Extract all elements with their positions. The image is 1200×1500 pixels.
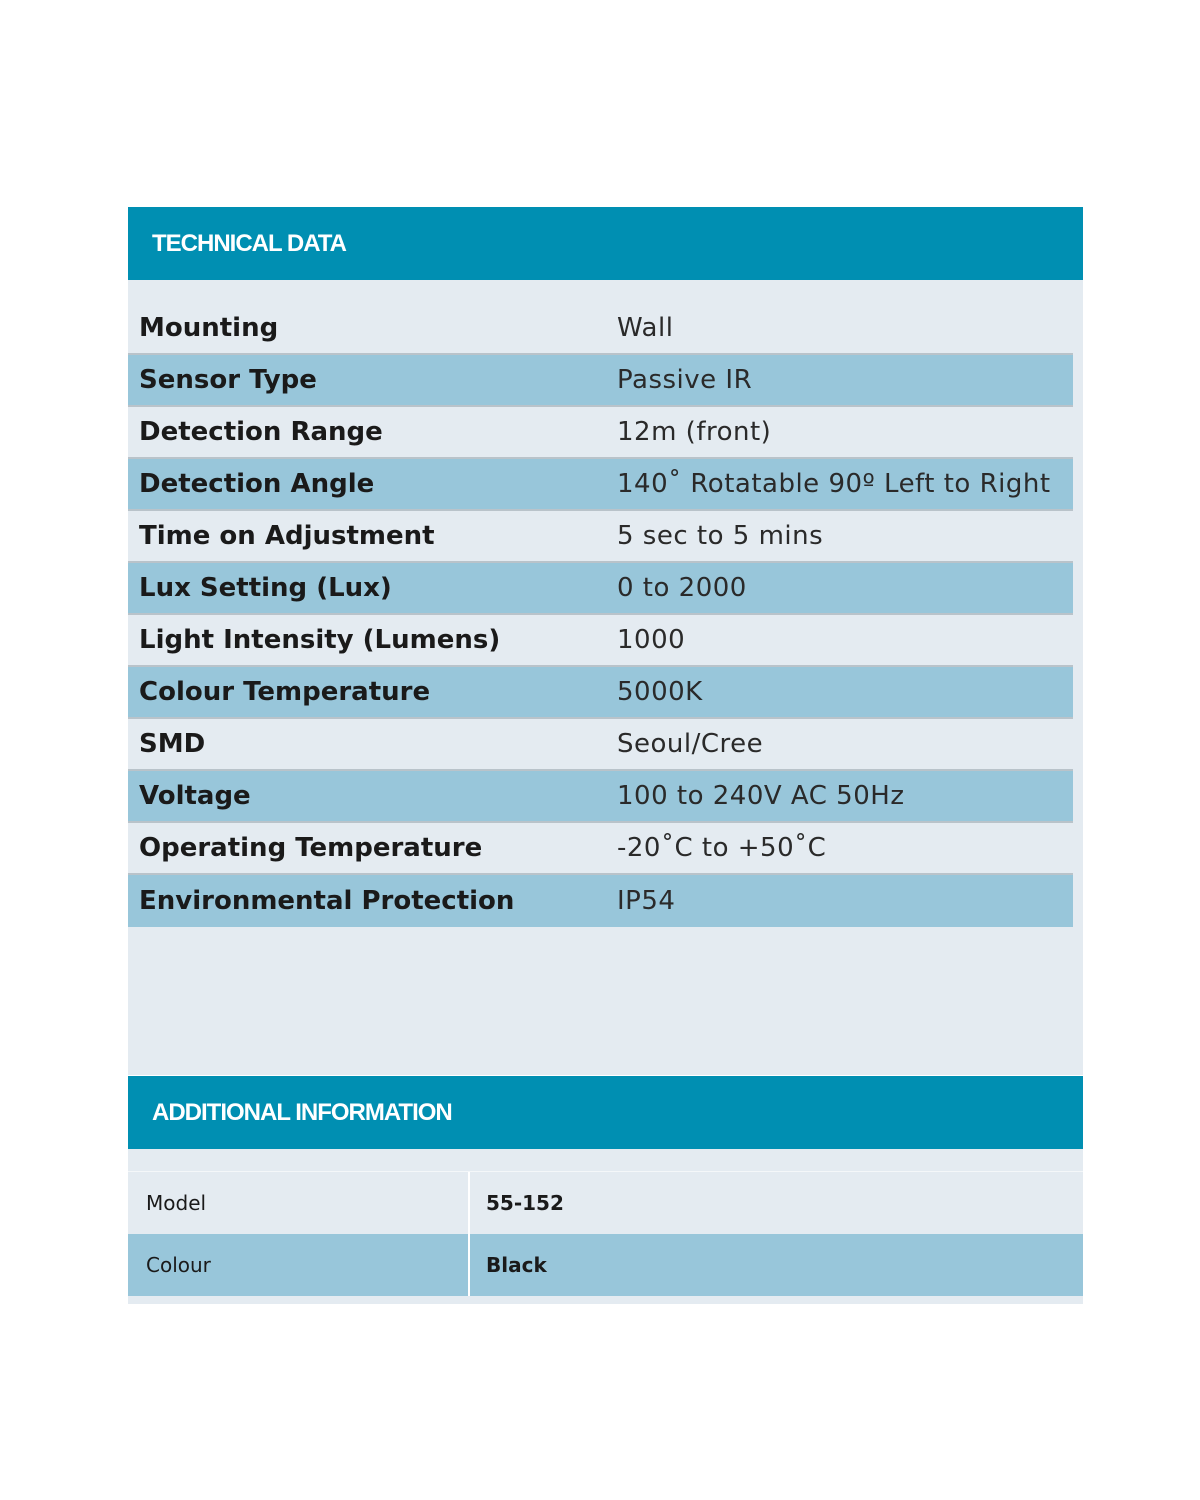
row-value: 55-152 bbox=[486, 1191, 564, 1215]
row-label: Environmental Protection bbox=[139, 886, 515, 916]
row-label: Light Intensity (Lumens) bbox=[139, 625, 501, 655]
table-row bbox=[128, 355, 1073, 407]
row-value: IP54 bbox=[617, 886, 676, 916]
row-value: Seoul/Cree bbox=[617, 729, 764, 759]
row-value: Wall bbox=[617, 312, 674, 343]
row-label: Detection Range bbox=[139, 417, 383, 447]
table-row bbox=[128, 563, 1073, 615]
table-row bbox=[128, 875, 1073, 927]
additional-information-header: ADDITIONAL INFORMATION bbox=[128, 1076, 1083, 1149]
row-value: Passive IR bbox=[617, 365, 753, 395]
table-row bbox=[128, 459, 1073, 511]
row-value: 5 sec to 5 mins bbox=[617, 521, 824, 551]
row-value: Black bbox=[486, 1253, 547, 1277]
table-row bbox=[128, 302, 1073, 355]
row-value: 1000 bbox=[617, 625, 686, 655]
additional-information-panel bbox=[128, 1076, 1083, 1304]
row-label: Colour bbox=[128, 1234, 470, 1296]
table-row bbox=[128, 615, 1073, 667]
row-label: Operating Temperature bbox=[139, 833, 483, 863]
row-label: Time on Adjustment bbox=[139, 521, 435, 551]
table-row bbox=[128, 407, 1073, 459]
row-value: 100 to 240V AC 50Hz bbox=[617, 781, 905, 811]
technical-data-panel bbox=[128, 207, 1083, 1075]
row-value: 5000K bbox=[617, 677, 703, 707]
row-label: Model bbox=[128, 1172, 470, 1234]
technical-data-table bbox=[128, 302, 1073, 927]
row-label: Lux Setting (Lux) bbox=[139, 573, 392, 603]
row-value: 140˚ Rotatable 90º Left to Right bbox=[617, 469, 1051, 499]
technical-data-header: TECHNICAL DATA bbox=[128, 207, 1083, 280]
row-label: Voltage bbox=[139, 781, 251, 811]
table-row bbox=[128, 667, 1073, 719]
row-label: SMD bbox=[139, 729, 206, 759]
table-row bbox=[128, 719, 1073, 771]
row-value: 0 to 2000 bbox=[617, 573, 747, 603]
table-row bbox=[128, 511, 1073, 563]
row-label: Detection Angle bbox=[139, 469, 375, 499]
row-value: 12m (front) bbox=[617, 417, 772, 447]
table-row bbox=[128, 771, 1073, 823]
row-value: -20˚C to +50˚C bbox=[617, 833, 827, 863]
table-row bbox=[128, 1234, 1083, 1296]
table-row bbox=[128, 823, 1073, 875]
additional-information-table bbox=[128, 1172, 1083, 1296]
table-row bbox=[128, 1172, 1083, 1234]
row-label: Sensor Type bbox=[139, 365, 317, 395]
row-label: Colour Temperature bbox=[139, 677, 431, 707]
row-label: Mounting bbox=[139, 312, 279, 343]
